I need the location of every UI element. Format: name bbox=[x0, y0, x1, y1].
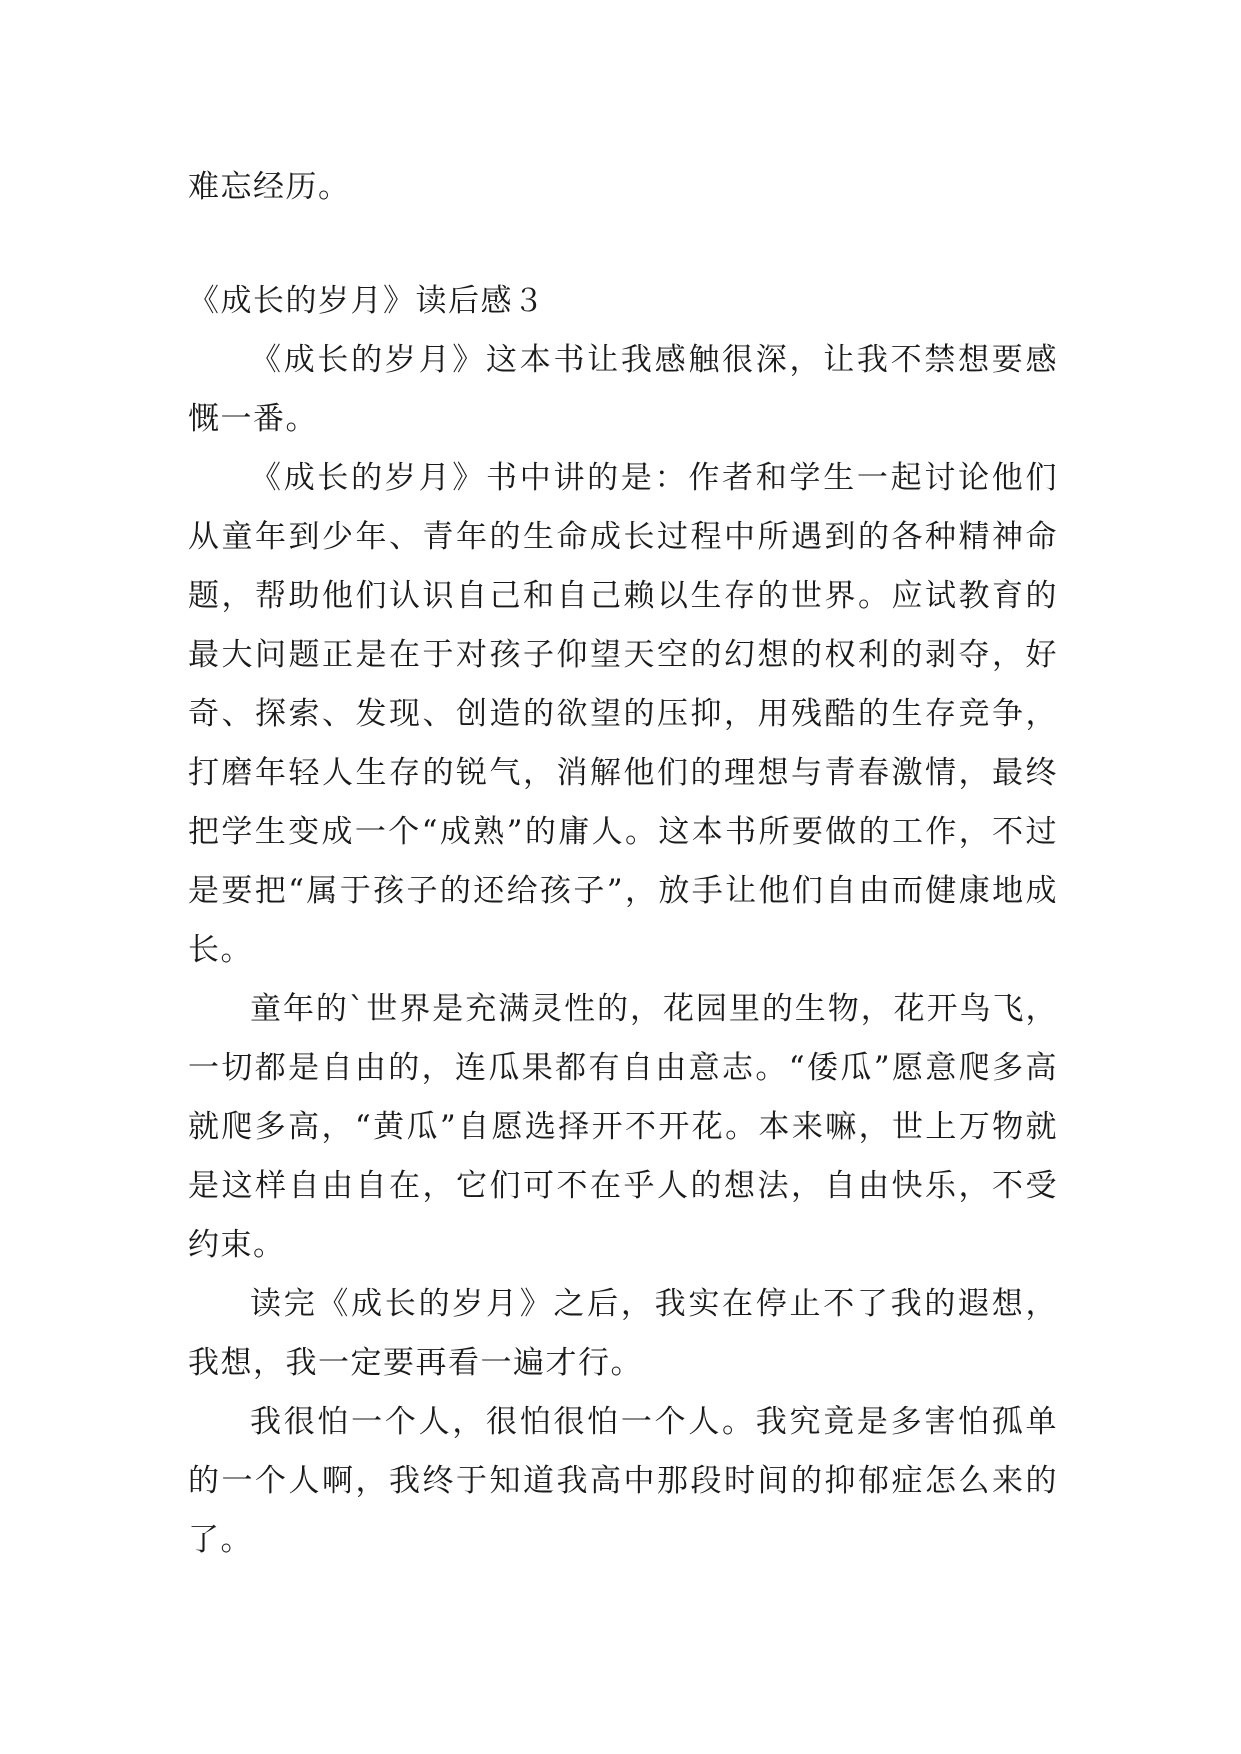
continuation-paragraph: 难忘经历。 bbox=[188, 169, 351, 205]
continuation-block bbox=[188, 158, 1058, 217]
paragraph-2: 《成长的岁月》书中讲的是：作者和学生一起讨论他们从童年到少年、青年的生命成长过程中所遇到的各种精神命题，帮助他们认识自己和自己赖以生存的世界。应试教育的最大问题正是在于对孩子仰望天空的幻想的权利的剥夺，好奇、探索、发现、创造的欲望的压抑，用残酷的生存竞争，打磨年轻人生存的锐气，消解他们的理想与青春激情，最终把学生变成一个“成熟”的庸人。这本书所要做的工作，不过是要把“属于孩子的还给孩子”，放手让他们自由而健康地成长。 bbox=[188, 460, 1058, 968]
paragraph-5: 我很怕一个人，很怕很怕一个人。我究竟是多害怕孤单的一个人啊，我终于知道我高中那段时间的抑郁症怎么来的了。 bbox=[188, 1404, 1058, 1558]
paragraph-3: 童年的`世界是充满灵性的，花园里的生物，花开鸟飞，一切都是自由的，连瓜果都有自由意志。“倭瓜”愿意爬多高就爬多高，“黄瓜”自愿选择开不开花。本来嘛，世上万物就是这样自由自在，它们可不在乎人的想法，自由快乐，不受约束。 bbox=[188, 991, 1058, 1263]
paragraph-4: 读完《成长的岁月》之后，我实在停止不了我的遐想，我想，我一定要再看一遍才行。 bbox=[188, 1286, 1058, 1381]
article-body bbox=[188, 331, 1058, 1570]
section-title: 《成长的岁月》读后感３ bbox=[188, 283, 546, 319]
paragraph-1: 《成长的岁月》这本书让我感触很深，让我不禁想要感慨一番。 bbox=[188, 342, 1058, 437]
